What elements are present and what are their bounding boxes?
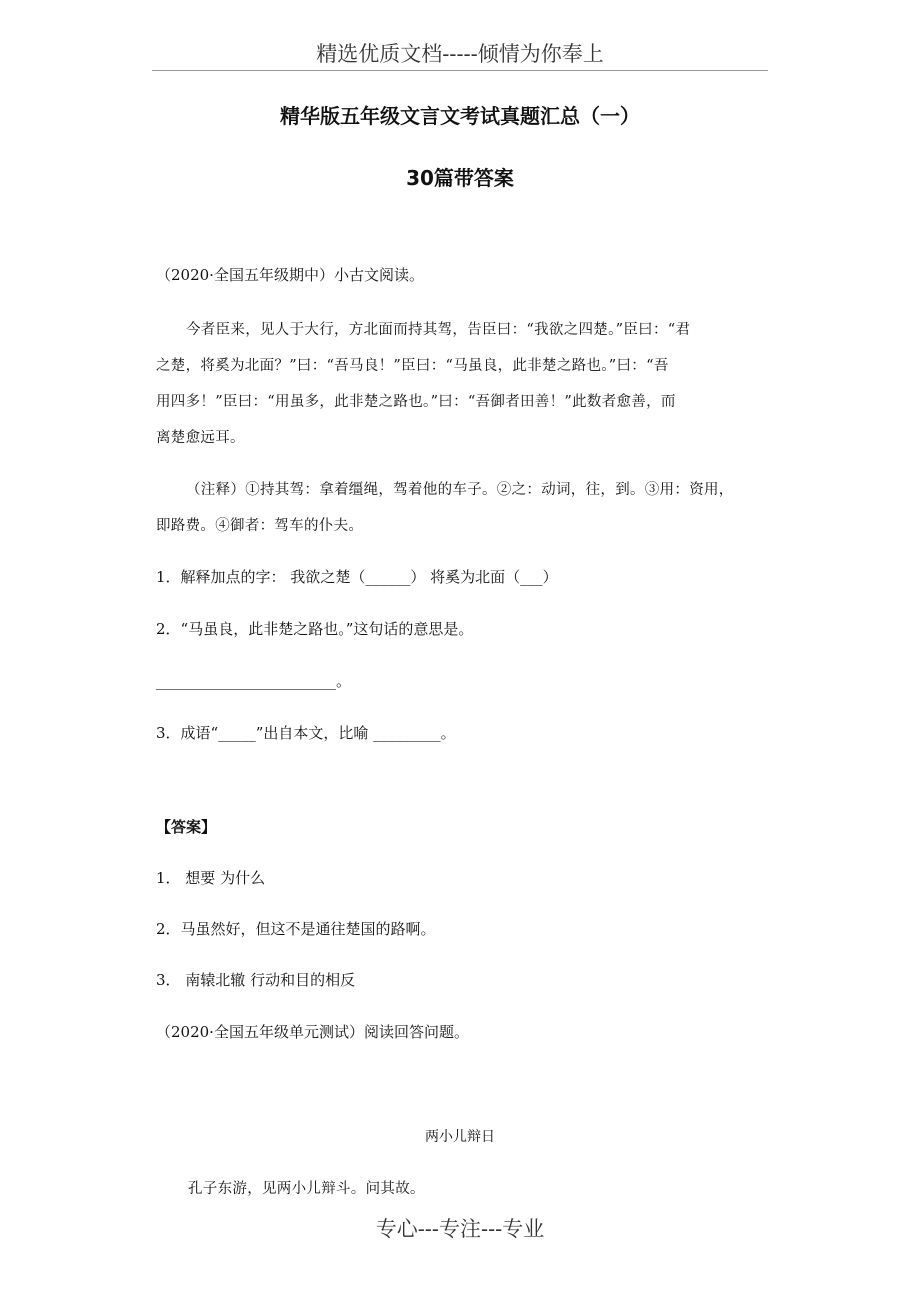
answer-3: 3． 南辕北辙 行动和目的相反 [156, 971, 356, 989]
answer-heading: 【答案】 [156, 818, 217, 836]
passage-line: 之楚，将奚为北面？”曰：“吾马良！”臣曰：“马虽良，此非楚之路也。”曰：“吾 [156, 358, 669, 374]
section1-source: （2020·全国五年级期中）小古文阅读。 [156, 266, 424, 284]
passage-line: 今者臣来，见人于大行，方北面而持其驾，告臣曰：“我欲之四楚。”臣曰：“君 [186, 322, 691, 338]
header-rule [152, 70, 768, 71]
question-3: 3．成语“_____”出自本文，比喻 _________。 [156, 724, 456, 742]
question-1: 1．解释加点的字： 我欲之楚（______） 将奚为北面（___） [156, 568, 558, 586]
question-2: 2．“马虽良，此非楚之路也。”这句话的意思是。 [156, 620, 474, 638]
document-title: 精华版五年级文言文考试真题汇总（一） [280, 104, 640, 128]
passage-line: 用四多！”臣曰：“用虽多，此非楚之路也。”曰：“吾御者田善！”此数者愈善，而 [156, 394, 676, 410]
page-footer: 专心---专注---专业 [375, 1217, 545, 1241]
answer-2: 2．马虽然好，但这不是通往楚国的路啊。 [156, 920, 436, 938]
answer-1: 1． 想要 为什么 [156, 869, 266, 887]
notes-line: （注释）①持其驾：拿着缰绳，驾着他的车子。②之：动词，往，到。③用：资用， [186, 482, 734, 498]
notes-line: 即路费。④御者：驾车的仆夫。 [156, 518, 364, 534]
page-header: 精选优质文档-----倾情为你奉上 [316, 42, 604, 66]
document-subtitle: 30篇带答案 [406, 166, 514, 190]
section2-source: （2020·全国五年级单元测试）阅读回答问题。 [156, 1023, 469, 1041]
passage-line: 孔子东游，见两小儿辩斗。问其故。 [188, 1181, 425, 1197]
passage-title: 两小儿辩日 [425, 1129, 495, 1145]
passage-line: 离楚愈远耳。 [156, 430, 245, 446]
question-2-blank: ________________________。 [156, 672, 352, 690]
